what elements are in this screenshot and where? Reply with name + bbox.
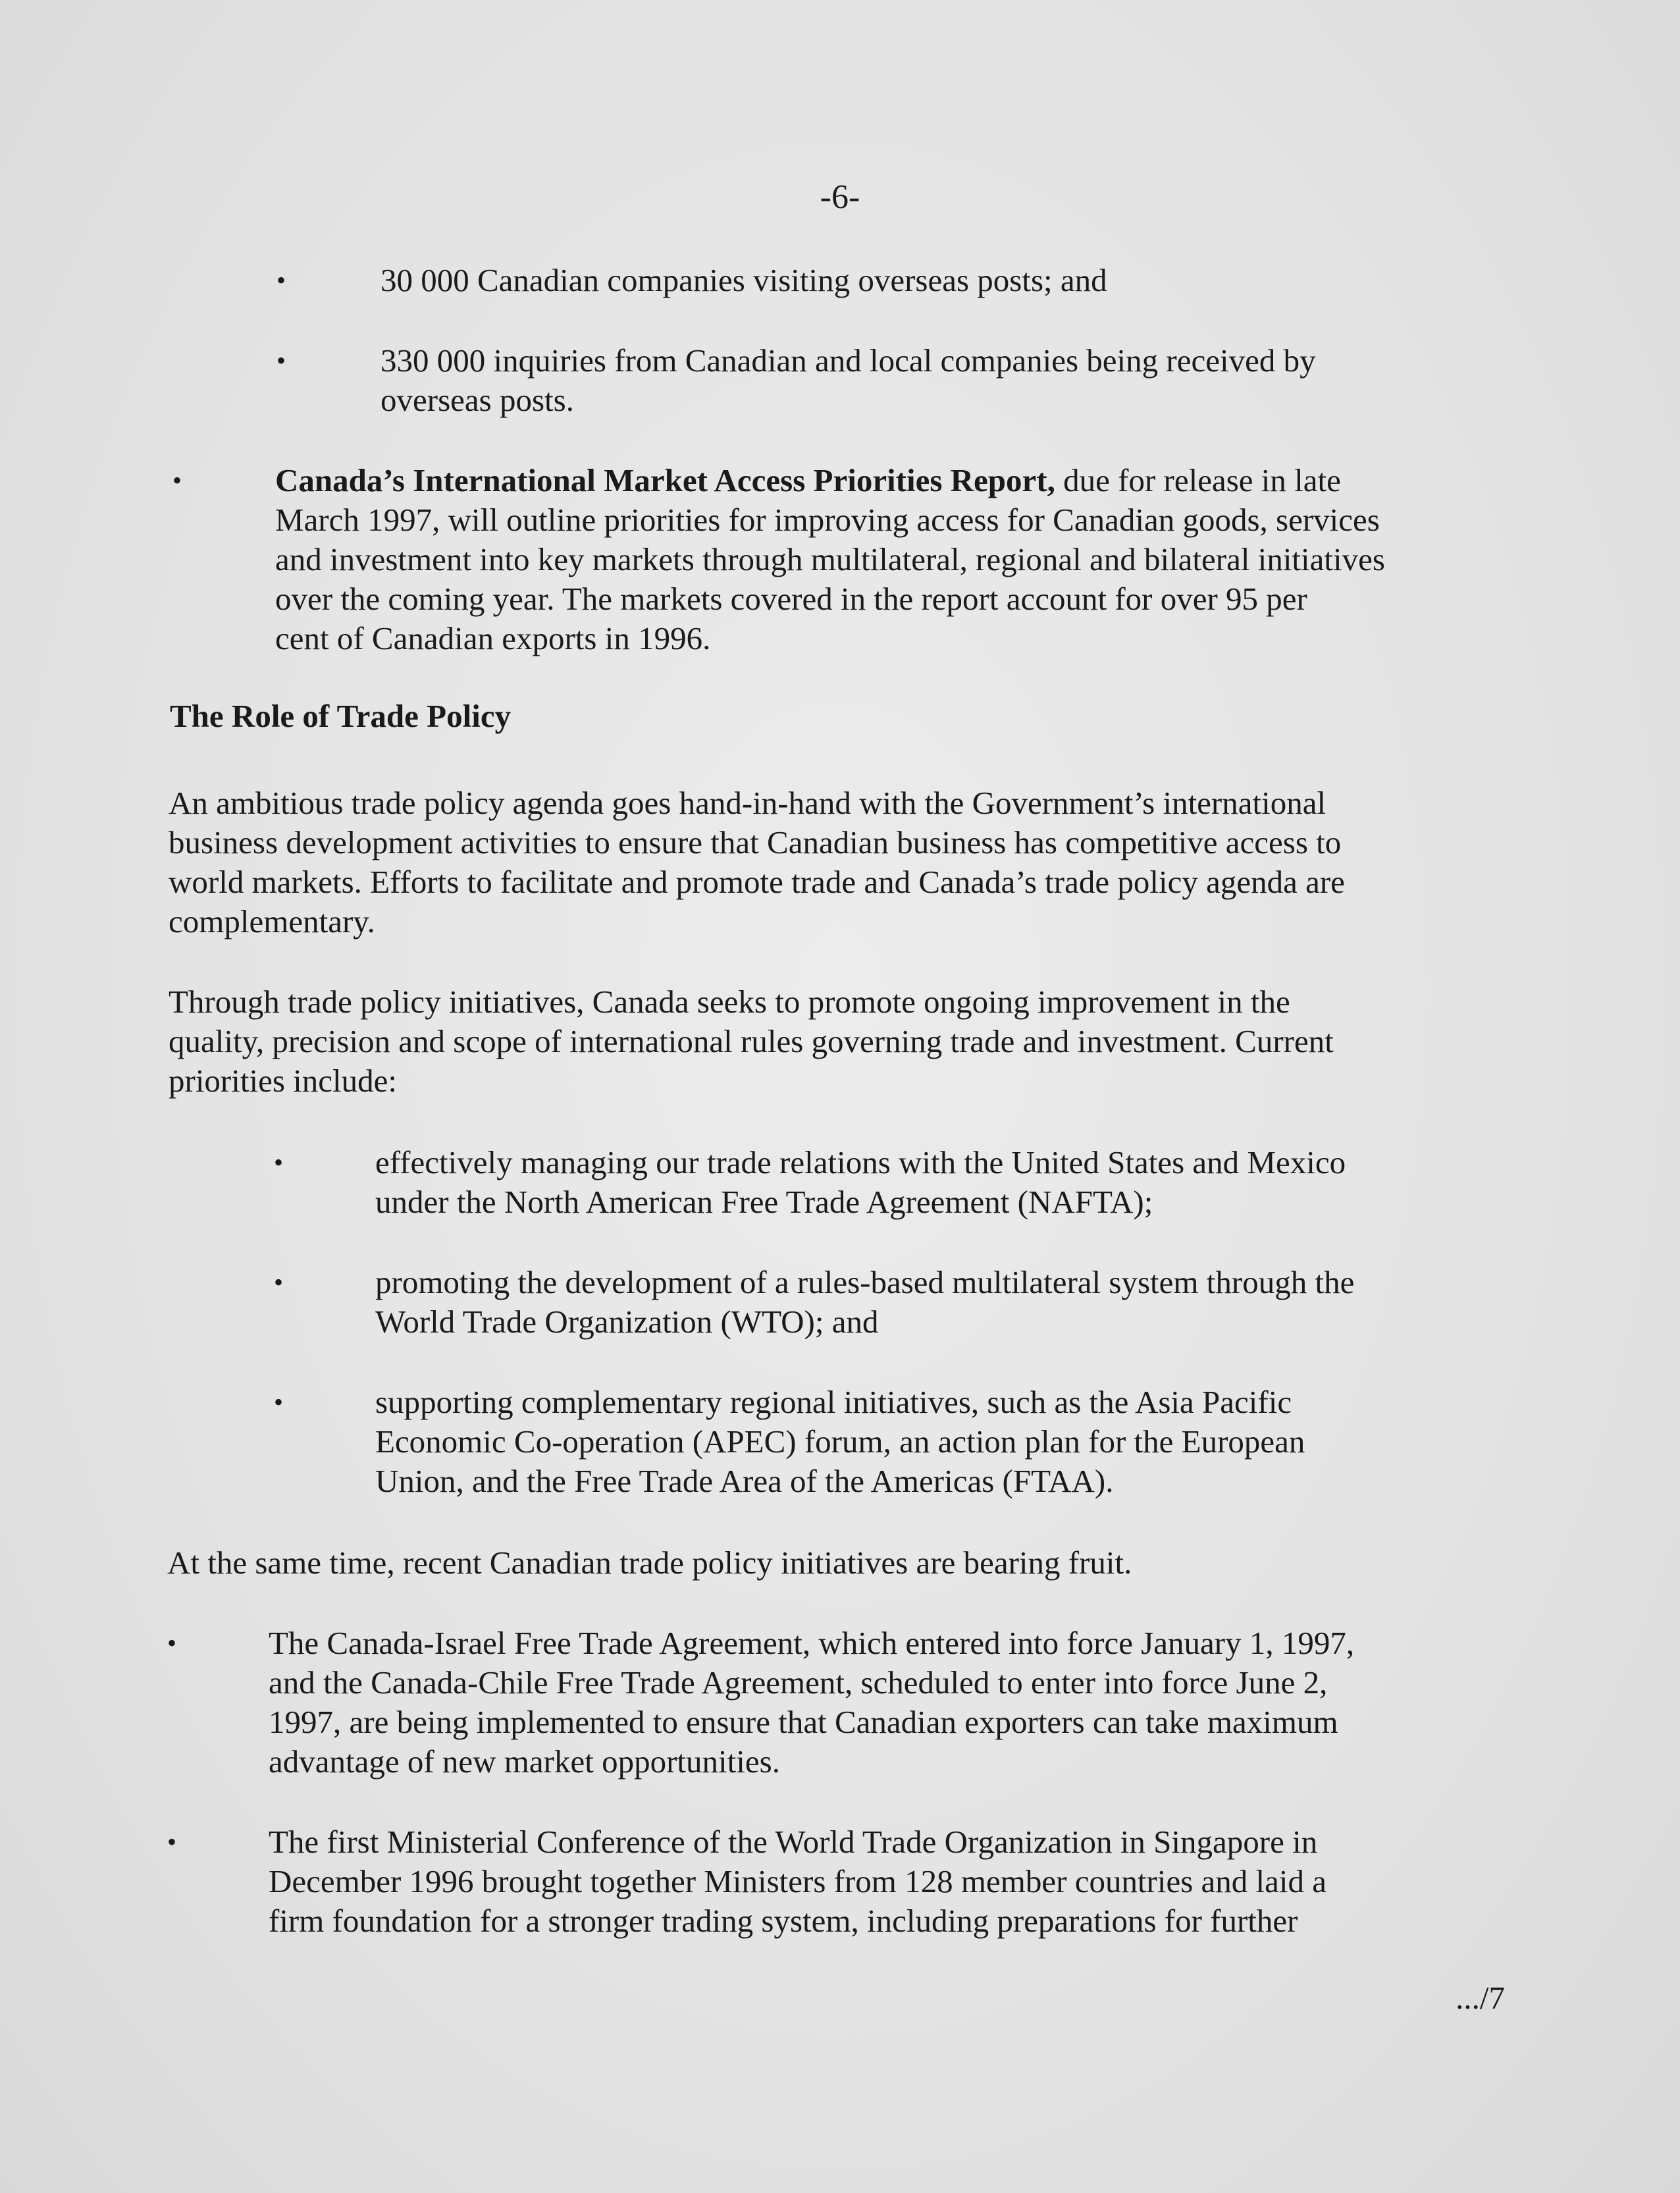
paragraph-intro <box>169 783 1345 941</box>
paragraph-bearing-fruit <box>167 1543 1132 1583</box>
priority-item-regional <box>375 1383 1305 1501</box>
market-access-line-1 <box>275 461 1385 500</box>
list-item-text: 1997, are being implemented to ensure that Canadian exporters can take maximum <box>269 1704 1338 1740</box>
paragraph-line: Through trade policy initiatives, Canada seeks to promote ongoing improvement in the <box>169 984 1290 1020</box>
list-item-text: firm foundation for a stronger trading system, including preparations for further <box>269 1903 1298 1939</box>
market-access-report-item <box>275 461 1385 658</box>
list-item-text: The Canada-Israel Free Trade Agreement, which entered into force January 1, 1997, <box>269 1625 1355 1661</box>
bullet-icon: • <box>172 465 182 495</box>
list-item-text: and the Canada-Chile Free Trade Agreement, scheduled to enter into force June 2, <box>269 1664 1328 1701</box>
paragraph-line: An ambitious trade policy agenda goes hand-in-hand with the Government’s international <box>169 785 1326 821</box>
list-item-text: advantage of new market opportunities. <box>269 1743 780 1780</box>
initiative-item-wto-singapore <box>269 1822 1326 1941</box>
paragraph-line: quality, precision and scope of international rules governing trade and investment. Current <box>169 1023 1334 1059</box>
bullet-icon: • <box>167 1628 177 1658</box>
continuation-marker: .../7 <box>1456 1980 1505 2016</box>
list-item-text: supporting complementary regional initiatives, such as the Asia Pacific <box>375 1384 1292 1420</box>
paragraph-line: world markets. Efforts to facilitate and promote trade and Canada’s trade policy agenda are <box>169 864 1345 900</box>
list-item-text: 30 000 Canadian companies visiting overseas posts; and <box>381 262 1107 298</box>
list-item-text: December 1996 brought together Ministers from 128 member countries and laid a <box>269 1863 1327 1899</box>
paragraph-priorities <box>169 982 1334 1101</box>
bullet-icon: • <box>274 1387 284 1417</box>
list-item-inquiries <box>381 341 1316 420</box>
section-heading: The Role of Trade Policy <box>170 698 512 734</box>
initiative-item-israel-chile <box>269 1624 1354 1782</box>
list-item-text: World Trade Organization (WTO); and <box>375 1304 879 1340</box>
paragraph-line: complementary. <box>169 903 375 939</box>
list-item-text: effectively managing our trade relations with the United States and Mexico <box>375 1144 1346 1180</box>
bullet-icon: • <box>276 346 286 375</box>
list-item-text: The first Ministerial Conference of the World Trade Organization in Singapore in <box>269 1824 1318 1860</box>
list-item-companies-visiting <box>381 261 1107 300</box>
bullet-icon: • <box>276 265 286 295</box>
list-item-text: overseas posts. <box>381 382 574 418</box>
list-item-text: 330 000 inquiries from Canadian and local companies being received by <box>381 342 1316 379</box>
list-item-text: Union, and the Free Trade Area of the Americas (FTAA). <box>375 1463 1114 1499</box>
market-access-text: March 1997, will outline priorities for improving access for Canadian goods, services <box>275 502 1380 538</box>
paragraph-line: At the same time, recent Canadian trade policy initiatives are bearing fruit. <box>167 1545 1132 1581</box>
market-access-text: due for release in late <box>1055 462 1341 498</box>
market-access-text: over the coming year. The markets covered in the report account for over 95 per <box>275 581 1307 617</box>
bullet-icon: • <box>167 1827 177 1857</box>
paragraph-line: priorities include: <box>169 1063 397 1099</box>
paragraph-line: business development activities to ensure that Canadian business has competitive access to <box>169 824 1342 860</box>
list-item-text: under the North American Free Trade Agreement (NAFTA); <box>375 1184 1153 1220</box>
market-access-text: and investment into key markets through multilateral, regional and bilateral initiatives <box>275 541 1385 577</box>
report-title: Canada’s International Market Access Priorities Report, <box>275 462 1055 498</box>
list-item-text: promoting the development of a rules-based multilateral system through the <box>375 1264 1355 1300</box>
market-access-text: cent of Canadian exports in 1996. <box>275 620 711 656</box>
bullet-icon: • <box>274 1148 284 1177</box>
page-number: -6- <box>820 178 860 216</box>
priority-item-nafta <box>375 1143 1346 1222</box>
bullet-icon: • <box>274 1267 284 1297</box>
priority-item-wto <box>375 1263 1354 1342</box>
list-item-text: Economic Co-operation (APEC) forum, an action plan for the European <box>375 1423 1305 1460</box>
